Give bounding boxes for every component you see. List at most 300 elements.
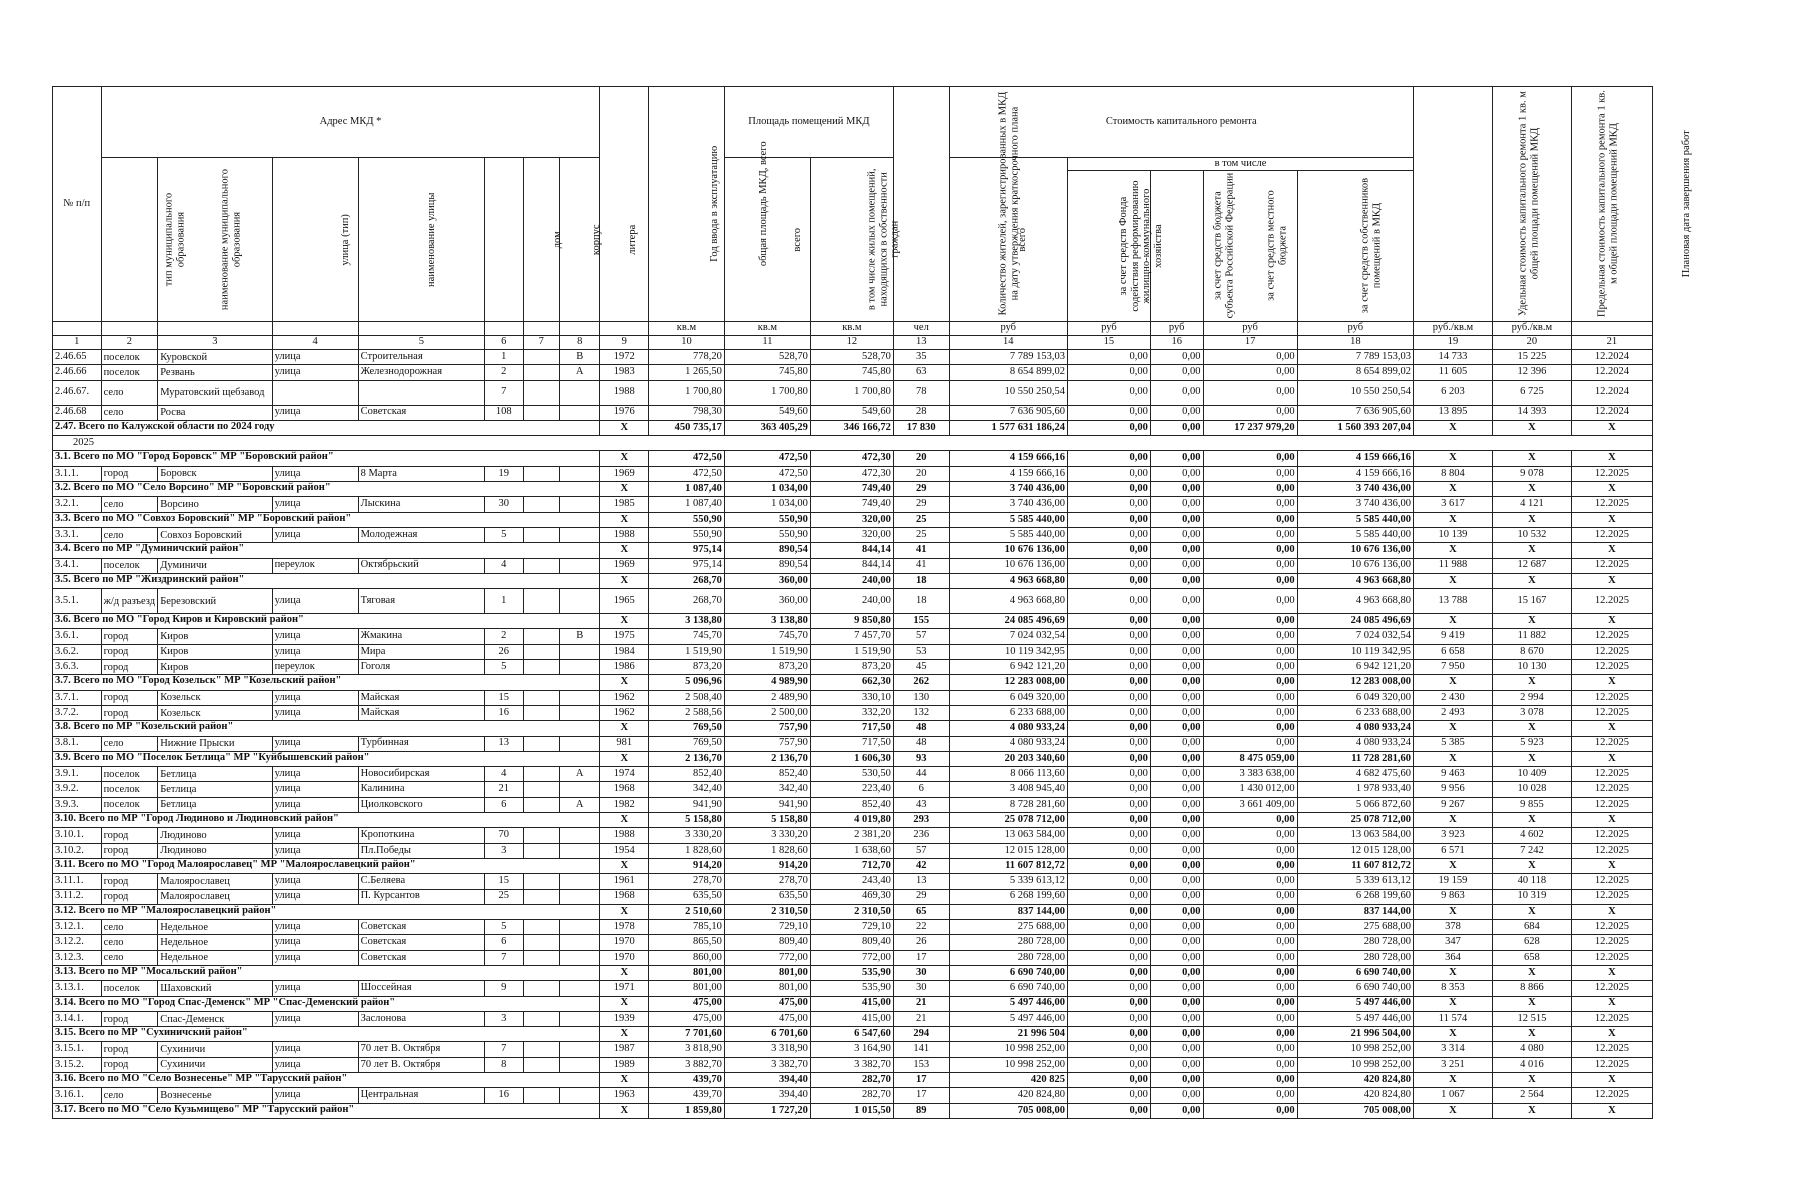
subtotal-label-text: 3.15. Всего по МР "Сухиничский район" xyxy=(55,1027,248,1039)
table-cell: 3.10.2. xyxy=(53,843,102,858)
table-cell: 63 xyxy=(893,365,949,380)
table-cell: 1984 xyxy=(600,644,649,659)
table-cell: Кропоткина xyxy=(358,828,484,843)
table-cell: 3 408 945,40 xyxy=(949,782,1067,797)
table-cell: 0,00 xyxy=(1067,751,1150,766)
table-cell: X xyxy=(600,813,649,828)
table-cell: 4 682 475,60 xyxy=(1297,767,1413,782)
table-cell: 1 700,80 xyxy=(724,380,810,405)
table-cell xyxy=(523,527,559,542)
table-cell xyxy=(559,405,600,420)
table-cell: 6 658 xyxy=(1414,644,1493,659)
table-cell: 10 119 342,95 xyxy=(1297,644,1413,659)
table-cell: 12.2025 xyxy=(1571,1088,1652,1103)
table-cell: 12.2024 xyxy=(1571,350,1652,365)
table-cell: 275 688,00 xyxy=(1297,920,1413,935)
table-cell: 0,00 xyxy=(1150,996,1203,1011)
table-cell: 873,20 xyxy=(810,660,893,675)
table-cell: 3 740 436,00 xyxy=(949,482,1067,497)
table-cell: 3.6.3. xyxy=(53,660,102,675)
table-cell: 4 080 933,24 xyxy=(949,721,1067,736)
table-row xyxy=(53,797,1653,812)
table-cell: 9 956 xyxy=(1414,782,1493,797)
subtotal-label xyxy=(53,573,600,588)
table-cell: 21 996 504,00 xyxy=(1297,1027,1413,1042)
table-cell: Муратовский щебзавод xyxy=(158,380,272,405)
table-row xyxy=(53,736,1653,751)
table-cell: 12 687 xyxy=(1492,558,1571,573)
table-cell: 2 564 xyxy=(1492,1088,1571,1103)
table-cell: 1 560 393 207,04 xyxy=(1297,420,1413,435)
subtotal-label-text: 2.47. Всего по Калужской области по 2024 году xyxy=(55,420,275,432)
table-cell: 29 xyxy=(893,889,949,904)
table-cell: 3 818,90 xyxy=(649,1042,725,1057)
table-cell: 2 310,50 xyxy=(810,904,893,919)
table-cell: 282,70 xyxy=(810,1088,893,1103)
table-cell: 24 085 496,69 xyxy=(949,614,1067,629)
table-cell: Бетлица xyxy=(158,767,272,782)
table-cell: 772,00 xyxy=(724,950,810,965)
table-cell: 475,00 xyxy=(724,1011,810,1026)
table-cell: 29 xyxy=(893,497,949,512)
header-area-group: Площадь помещений МКД xyxy=(724,87,893,158)
table-cell: 3 164,90 xyxy=(810,1042,893,1057)
table-cell: 3 330,20 xyxy=(649,828,725,843)
table-cell xyxy=(523,558,559,573)
table-cell: Козельск xyxy=(158,705,272,720)
table-cell: 801,00 xyxy=(724,965,810,980)
table-cell: 0,00 xyxy=(1203,660,1297,675)
table-cell: 132 xyxy=(893,705,949,720)
header-cost-total: всего xyxy=(949,158,1067,322)
table-cell: поселок xyxy=(101,981,158,996)
table-cell: 6 725 xyxy=(1492,380,1571,405)
table-cell: X xyxy=(1571,512,1652,527)
table-cell: село xyxy=(101,405,158,420)
table-cell: 873,20 xyxy=(649,660,725,675)
table-cell xyxy=(523,644,559,659)
table-cell: 3 314 xyxy=(1414,1042,1493,1057)
table-cell: 0,00 xyxy=(1203,981,1297,996)
table-cell: 1982 xyxy=(600,797,649,812)
table-cell: 6 571 xyxy=(1414,843,1493,858)
table-cell: 2 136,70 xyxy=(649,751,725,766)
table-cell: улица xyxy=(272,705,358,720)
table-cell: X xyxy=(600,751,649,766)
table-cell: 1 577 631 186,24 xyxy=(949,420,1067,435)
table-cell xyxy=(559,828,600,843)
table-cell: 472,50 xyxy=(724,466,810,481)
table-cell: 223,40 xyxy=(810,782,893,797)
table-cell: 5 497 446,00 xyxy=(1297,996,1413,1011)
table-cell: 65 xyxy=(893,904,949,919)
table-cell: 0,00 xyxy=(1067,1073,1150,1088)
table-cell: 0,00 xyxy=(1203,497,1297,512)
unit-cell: руб xyxy=(1203,322,1297,336)
table-cell: X xyxy=(600,996,649,1011)
table-cell: 48 xyxy=(893,721,949,736)
table-cell: 1974 xyxy=(600,767,649,782)
table-cell: 11 988 xyxy=(1414,558,1493,573)
table-cell: X xyxy=(1492,904,1571,919)
table-cell: улица xyxy=(272,365,358,380)
table-cell: 0,00 xyxy=(1203,466,1297,481)
table-cell: 10 130 xyxy=(1492,660,1571,675)
table-cell: 0,00 xyxy=(1067,573,1150,588)
table-cell: 347 xyxy=(1414,935,1493,950)
table-cell: X xyxy=(1492,512,1571,527)
subtotal-label-text: 3.14. Всего по МО "Город Спас-Деменск" МР "Спас-Деменский район" xyxy=(55,996,396,1008)
table-cell: 29 xyxy=(893,482,949,497)
table-cell: 684 xyxy=(1492,920,1571,935)
table-cell: 0,00 xyxy=(1203,1042,1297,1057)
table-cell: П. Курсантов xyxy=(358,889,484,904)
subtotal-row xyxy=(53,543,1653,558)
table-cell: X xyxy=(600,965,649,980)
table-cell: X xyxy=(600,543,649,558)
table-cell: Пл.Победы xyxy=(358,843,484,858)
table-cell: 1 606,30 xyxy=(810,751,893,766)
column-number-cell: 20 xyxy=(1492,336,1571,350)
header-mun-name: наименование муниципального образования xyxy=(158,158,272,322)
table-cell: 0,00 xyxy=(1150,874,1203,889)
table-cell xyxy=(559,558,600,573)
table-cell: город xyxy=(101,660,158,675)
table-cell: 21 xyxy=(893,1011,949,1026)
table-cell: 6 690 740,00 xyxy=(1297,981,1413,996)
table-cell: 6 xyxy=(893,782,949,797)
table-cell: 7 636 905,60 xyxy=(949,405,1067,420)
table-cell xyxy=(523,589,559,614)
table-cell: 0,00 xyxy=(1150,1103,1203,1118)
table-cell: 93 xyxy=(893,751,949,766)
table-cell: 7 789 153,03 xyxy=(1297,350,1413,365)
table-cell: 0,00 xyxy=(1067,589,1150,614)
table-cell: 1 034,00 xyxy=(724,497,810,512)
table-cell: Сухиничи xyxy=(158,1057,272,1072)
table-cell: 5 497 446,00 xyxy=(949,1011,1067,1026)
table-cell: Циолковского xyxy=(358,797,484,812)
table-cell: 0,00 xyxy=(1150,451,1203,466)
table-cell: 0,00 xyxy=(1150,767,1203,782)
table-cell: А xyxy=(559,365,600,380)
header-no: № п/п xyxy=(53,87,102,322)
subtotal-row xyxy=(53,614,1653,629)
table-cell: 3 330,20 xyxy=(724,828,810,843)
capital-repair-table xyxy=(52,86,1693,1119)
table-cell: 801,00 xyxy=(649,965,725,980)
table-cell xyxy=(559,660,600,675)
table-cell xyxy=(559,782,600,797)
subtotal-label xyxy=(53,1103,600,1118)
table-cell: 415,00 xyxy=(810,1011,893,1026)
table-cell: Новосибирская xyxy=(358,767,484,782)
table-cell: 2.46.66 xyxy=(53,365,102,380)
table-cell: 0,00 xyxy=(1067,705,1150,720)
table-cell: 0,00 xyxy=(1150,721,1203,736)
table-cell: 25 078 712,00 xyxy=(949,813,1067,828)
table-cell: 12.2025 xyxy=(1571,950,1652,965)
table-cell: 1 828,60 xyxy=(724,843,810,858)
table-cell: 12.2025 xyxy=(1571,1042,1652,1057)
table-cell xyxy=(523,889,559,904)
table-cell: 1969 xyxy=(600,558,649,573)
table-cell: 130 xyxy=(893,690,949,705)
table-cell: 0,00 xyxy=(1150,482,1203,497)
subtotal-row xyxy=(53,721,1653,736)
table-cell: С.Беляева xyxy=(358,874,484,889)
table-cell: 1 015,50 xyxy=(810,1103,893,1118)
table-cell: улица xyxy=(272,690,358,705)
subtotal-label-text: 3.11. Всего по МО "Город Малоярославец" МР "Малоярославецкий район" xyxy=(55,858,416,870)
table-cell: 3.15.1. xyxy=(53,1042,102,1057)
table-cell: 9 419 xyxy=(1414,629,1493,644)
table-cell: улица xyxy=(272,874,358,889)
column-number-cell: 6 xyxy=(485,336,523,350)
table-cell: 0,00 xyxy=(1150,889,1203,904)
table-cell: 4 963 668,80 xyxy=(949,573,1067,588)
table-cell: 153 xyxy=(893,1057,949,1072)
table-cell: 757,90 xyxy=(724,736,810,751)
table-cell: 53 xyxy=(893,644,949,659)
table-cell xyxy=(559,380,600,405)
table-cell: 475,00 xyxy=(724,996,810,1011)
table-cell: 0,00 xyxy=(1203,558,1297,573)
table-cell: 12.2025 xyxy=(1571,705,1652,720)
table-cell: 535,90 xyxy=(810,965,893,980)
table-cell: 10 319 xyxy=(1492,889,1571,904)
table-cell: 5 585 440,00 xyxy=(949,527,1067,542)
table-cell: 13 895 xyxy=(1414,405,1493,420)
table-cell: 0,00 xyxy=(1067,858,1150,873)
table-cell: 12.2025 xyxy=(1571,527,1652,542)
table-cell xyxy=(523,497,559,512)
table-cell: 20 xyxy=(893,466,949,481)
table-cell: X xyxy=(600,451,649,466)
table-cell: город xyxy=(101,889,158,904)
table-cell: 1971 xyxy=(600,981,649,996)
table-cell: 320,00 xyxy=(810,527,893,542)
table-cell: 0,00 xyxy=(1150,705,1203,720)
table-cell: X xyxy=(1571,614,1652,629)
table-cell: улица xyxy=(272,920,358,935)
table-cell xyxy=(559,889,600,904)
table-cell: 4 121 xyxy=(1492,497,1571,512)
table-cell: улица xyxy=(272,497,358,512)
table-cell: 12.2025 xyxy=(1571,629,1652,644)
table-cell: X xyxy=(1492,1027,1571,1042)
table-cell: 1983 xyxy=(600,365,649,380)
header-total-area: общая площадь МКД, всего xyxy=(649,87,725,322)
table-cell: X xyxy=(600,858,649,873)
table-cell xyxy=(559,1042,600,1057)
table-cell: улица xyxy=(272,629,358,644)
table-cell: 8 475 059,00 xyxy=(1203,751,1297,766)
table-cell: 330,10 xyxy=(810,690,893,705)
unit-cell: кв.м xyxy=(724,322,810,336)
table-cell: 10 550 250,54 xyxy=(1297,380,1413,405)
table-cell: 0,00 xyxy=(1150,350,1203,365)
unit-cell xyxy=(53,322,102,336)
table-cell: 6 233 688,00 xyxy=(949,705,1067,720)
table-cell: 3.12.2. xyxy=(53,935,102,950)
table-cell: Боровск xyxy=(158,466,272,481)
table-cell: 12.2025 xyxy=(1571,797,1652,812)
table-row xyxy=(53,1011,1653,1026)
table-cell: X xyxy=(1571,482,1652,497)
table-cell: 12 015 128,00 xyxy=(949,843,1067,858)
table-cell: X xyxy=(1414,420,1493,435)
table-cell: улица xyxy=(272,889,358,904)
table-cell: 236 xyxy=(893,828,949,843)
table-cell: 12.2025 xyxy=(1571,736,1652,751)
table-cell: улица xyxy=(272,405,358,420)
header-cost-group: Стоимость капитального ремонта xyxy=(949,87,1413,158)
table-cell: 268,70 xyxy=(649,573,725,588)
table-cell: 3.8.1. xyxy=(53,736,102,751)
table-cell: 3 251 xyxy=(1414,1057,1493,1072)
table-cell: город xyxy=(101,1011,158,1026)
table-cell: 12.2025 xyxy=(1571,767,1652,782)
table-cell: 4 159 666,16 xyxy=(1297,466,1413,481)
table-cell: X xyxy=(600,512,649,527)
header-end-date: Плановая дата завершения работ xyxy=(1571,87,1652,322)
subtotal-row xyxy=(53,451,1653,466)
table-cell: 809,40 xyxy=(810,935,893,950)
table-cell: 472,50 xyxy=(649,466,725,481)
table-cell: 3 383 638,00 xyxy=(1203,767,1297,782)
table-row xyxy=(53,920,1653,935)
header-area-private: в том числе жилых помещений, находящихся в собственности граждан xyxy=(810,158,893,322)
table-cell: 346 166,72 xyxy=(810,420,893,435)
table-cell: 729,10 xyxy=(724,920,810,935)
table-cell: 2.46.67. xyxy=(53,380,102,405)
table-cell: 1 087,40 xyxy=(649,497,725,512)
table-cell: 40 118 xyxy=(1492,874,1571,889)
column-number-cell: 5 xyxy=(358,336,484,350)
unit-cell xyxy=(559,322,600,336)
table-cell: 7 636 905,60 xyxy=(1297,405,1413,420)
table-cell: 12.2025 xyxy=(1571,1057,1652,1072)
table-cell: 914,20 xyxy=(649,858,725,873)
table-cell xyxy=(559,1011,600,1026)
header-cost-owners: за счет средств собственников помещений в МКД xyxy=(1297,171,1413,322)
table-cell: 11 574 xyxy=(1414,1011,1493,1026)
subtotal-label xyxy=(53,420,600,435)
table-cell: 12 396 xyxy=(1492,365,1571,380)
table-cell: 4 602 xyxy=(1492,828,1571,843)
table-cell: 0,00 xyxy=(1150,365,1203,380)
table-cell: 4 080 933,24 xyxy=(1297,721,1413,736)
table-cell: 0,00 xyxy=(1067,614,1150,629)
table-cell: 0,00 xyxy=(1150,644,1203,659)
subtotal-label xyxy=(53,965,600,980)
table-cell: 0,00 xyxy=(1150,843,1203,858)
table-cell: 4 963 668,80 xyxy=(1297,573,1413,588)
subtotal-label-text: 3.7. Всего по МО "Город Козельск" МР "Козельский район" xyxy=(55,675,342,687)
table-cell xyxy=(523,1057,559,1072)
table-cell: 0,00 xyxy=(1150,782,1203,797)
table-cell xyxy=(559,843,600,858)
table-cell: 0,00 xyxy=(1067,482,1150,497)
table-cell: 2 508,40 xyxy=(649,690,725,705)
table-cell: 141 xyxy=(893,1042,949,1057)
table-cell: 0,00 xyxy=(1203,874,1297,889)
table-cell: 280 728,00 xyxy=(949,950,1067,965)
table-cell: 0,00 xyxy=(1150,573,1203,588)
table-cell: 378 xyxy=(1414,920,1493,935)
table-cell: 12.2025 xyxy=(1571,981,1652,996)
table-cell: 0,00 xyxy=(1203,380,1297,405)
table-cell: село xyxy=(101,380,158,405)
table-cell: 1 519,90 xyxy=(810,644,893,659)
subtotal-label-text: 3.8. Всего по МР "Козельский район" xyxy=(55,721,234,733)
table-cell: 15 167 xyxy=(1492,589,1571,614)
table-cell: 12.2025 xyxy=(1571,660,1652,675)
table-cell: 3 661 409,00 xyxy=(1203,797,1297,812)
table-cell: 3 740 436,00 xyxy=(1297,482,1413,497)
table-cell: 837 144,00 xyxy=(1297,904,1413,919)
column-number-cell: 21 xyxy=(1571,336,1652,350)
table-cell: Октябрьский xyxy=(358,558,484,573)
table-cell xyxy=(559,466,600,481)
table-cell: 475,00 xyxy=(649,996,725,1011)
table-cell xyxy=(523,660,559,675)
table-cell: 262 xyxy=(893,675,949,690)
table-cell xyxy=(523,950,559,965)
table-cell: 0,00 xyxy=(1067,497,1150,512)
subtotal-label xyxy=(53,721,600,736)
table-cell: 4 019,80 xyxy=(810,813,893,828)
table-cell: 0,00 xyxy=(1067,644,1150,659)
table-cell: 5 xyxy=(485,920,523,935)
table-cell: 420 824,80 xyxy=(1297,1073,1413,1088)
table-cell: X xyxy=(1492,543,1571,558)
table-cell: 0,00 xyxy=(1203,996,1297,1011)
table-cell: 0,00 xyxy=(1203,1103,1297,1118)
table-cell: 2 500,00 xyxy=(724,705,810,720)
table-cell: 0,00 xyxy=(1150,527,1203,542)
table-cell: X xyxy=(1492,751,1571,766)
table-cell: X xyxy=(1571,858,1652,873)
table-cell: 0,00 xyxy=(1203,1057,1297,1072)
table-cell: 7 789 153,03 xyxy=(949,350,1067,365)
table-cell: 717,50 xyxy=(810,721,893,736)
table-cell: 8 804 xyxy=(1414,466,1493,481)
unit-cell xyxy=(485,322,523,336)
table-cell: 0,00 xyxy=(1067,767,1150,782)
table-cell: 278,70 xyxy=(724,874,810,889)
table-cell: 3.15.2. xyxy=(53,1057,102,1072)
table-cell: 7 950 xyxy=(1414,660,1493,675)
column-number-cell: 17 xyxy=(1203,336,1297,350)
table-cell: 1 430 012,00 xyxy=(1203,782,1297,797)
table-cell xyxy=(559,736,600,751)
table-cell: 0,00 xyxy=(1150,380,1203,405)
table-cell: 0,00 xyxy=(1203,512,1297,527)
table-cell: 11 728 281,60 xyxy=(1297,751,1413,766)
table-cell: 16 xyxy=(485,705,523,720)
table-cell: 5 066 872,60 xyxy=(1297,797,1413,812)
table-cell: 21 xyxy=(893,996,949,1011)
subtotal-row xyxy=(53,996,1653,1011)
table-cell: 4 xyxy=(485,558,523,573)
table-cell: 3 318,90 xyxy=(724,1042,810,1057)
table-cell: город xyxy=(101,705,158,720)
table-cell: X xyxy=(1492,675,1571,690)
table-cell: 10 676 136,00 xyxy=(1297,558,1413,573)
header-unit-cost: Удельная стоимость капитального ремонта 1 кв. м общей площади помещений МКД xyxy=(1414,87,1493,322)
